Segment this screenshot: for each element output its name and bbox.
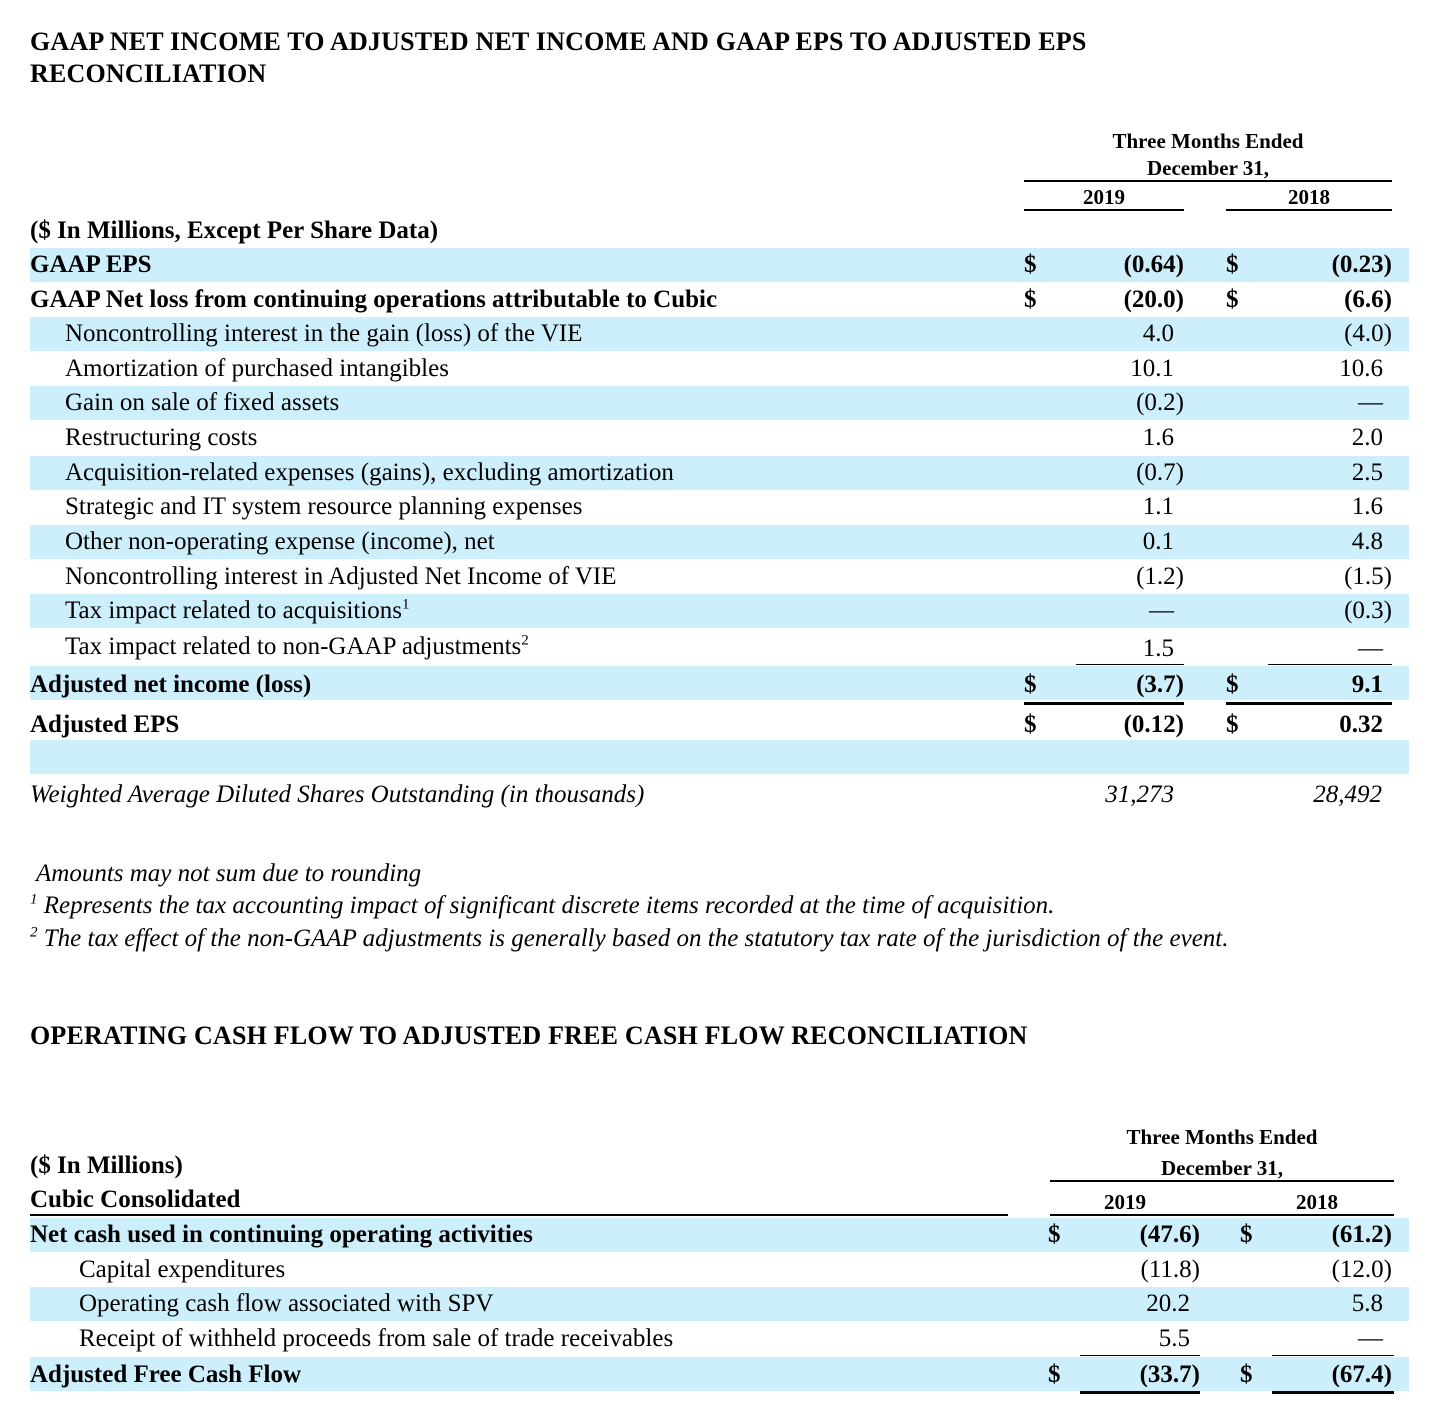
subtotal-rule-2019 <box>1080 1355 1200 1356</box>
value-2018: 2.0 <box>1351 424 1383 451</box>
currency-symbol: $ <box>1024 251 1037 278</box>
row-label: Strategic and IT system resource planning expenses <box>65 493 583 520</box>
currency-symbol: $ <box>1226 286 1239 313</box>
units-label: ($ In Millions) <box>30 1152 183 1179</box>
value-2019: (3.7) <box>1136 671 1184 698</box>
col-header-2019: 2019 <box>1083 185 1125 209</box>
footnote-marker: 2 <box>30 924 38 941</box>
value-2018: (1.5) <box>1344 563 1392 590</box>
row-label: Other non-operating expense (income), net <box>65 528 495 555</box>
row-label: Gain on sale of fixed assets <box>65 389 340 416</box>
footnote-2-text: The tax effect of the non-GAAP adjustments is generally based on the statutory tax rate of the jurisdiction of the event. <box>43 925 1229 952</box>
group-rule <box>30 1214 1008 1216</box>
value-2018: 5.8 <box>1351 1290 1383 1317</box>
value-2018: 4.8 <box>1351 528 1383 555</box>
value-2019: 1.1 <box>1142 493 1174 520</box>
period-header-line1: Three Months Ended <box>1112 129 1304 153</box>
row-label: GAAP EPS <box>30 251 152 278</box>
value-2019: — <box>1149 597 1174 624</box>
currency-symbol: $ <box>1226 711 1239 738</box>
row-band <box>30 248 1409 282</box>
row-label: Capital expenditures <box>79 1256 286 1283</box>
row-label: Noncontrolling interest in the gain (loss) of the VIE <box>65 320 583 347</box>
currency-symbol: $ <box>1226 671 1239 698</box>
currency-symbol: $ <box>1048 1361 1061 1388</box>
value-2018: 0.32 <box>1339 711 1383 738</box>
total-rule-2018 <box>1226 702 1392 705</box>
value-2019: 10.1 <box>1130 355 1174 382</box>
row-label: Operating cash flow associated with SPV <box>79 1290 494 1317</box>
value-2018: 1.6 <box>1351 493 1383 520</box>
total-rule-2019 <box>1080 1391 1200 1394</box>
value-2019: 1.5 <box>1142 635 1174 662</box>
currency-symbol: $ <box>1024 286 1037 313</box>
row-label: Adjusted net income (loss) <box>30 671 312 698</box>
currency-symbol: $ <box>1226 251 1239 278</box>
currency-symbol: $ <box>1024 711 1037 738</box>
value-2019: (0.64) <box>1123 251 1184 278</box>
currency-symbol: $ <box>1240 1361 1253 1388</box>
value-2018: (0.3) <box>1344 597 1392 624</box>
row-label: Amortization of purchased intangibles <box>65 355 449 382</box>
currency-symbol: $ <box>1048 1221 1061 1248</box>
value-2018: (12.0) <box>1331 1256 1392 1283</box>
period-header-line1: Three Months Ended <box>1126 1125 1318 1149</box>
value-2018: — <box>1358 389 1383 416</box>
row-label: Adjusted Free Cash Flow <box>30 1361 302 1388</box>
total-rule-2019 <box>1024 702 1184 705</box>
subtotal-rule-2019 <box>1076 664 1184 665</box>
row-label <box>65 594 410 628</box>
value-2019: (1.2) <box>1136 563 1184 590</box>
subtotal-rule-2018 <box>1272 1355 1394 1356</box>
value-2019: 5.5 <box>1158 1325 1190 1352</box>
col-2018-rule <box>1226 209 1392 211</box>
value-2019: 4.0 <box>1142 320 1174 347</box>
units-label: ($ In Millions, Except Per Share Data) <box>30 217 439 244</box>
row-label: Receipt of withheld proceeds from sale of trade receivables <box>79 1325 674 1352</box>
col-rule <box>1050 1214 1394 1216</box>
value-2019: 31,273 <box>1105 781 1174 808</box>
section2-title: OPERATING CASH FLOW TO ADJUSTED FREE CASH FLOW RECONCILIATION <box>30 1021 1028 1050</box>
value-2019: 0.1 <box>1142 528 1174 555</box>
col-2019-rule <box>1024 209 1184 211</box>
footnote-1-text: Represents the tax accounting impact of significant discrete items recorded at the time of acquisition. <box>43 892 1055 919</box>
period-header-line2: December 31, <box>1160 1156 1284 1180</box>
period-header-rule <box>1050 1180 1394 1182</box>
value-2019: (11.8) <box>1140 1256 1200 1283</box>
currency-symbol: $ <box>1024 671 1037 698</box>
row-label: Restructuring costs <box>65 424 258 451</box>
value-2018: (0.23) <box>1331 251 1392 278</box>
group-label: Cubic Consolidated <box>30 1186 241 1213</box>
period-header-line2: December 31, <box>1146 156 1270 180</box>
footnote-marker: 1 <box>402 596 410 613</box>
section1-title-line1: GAAP NET INCOME TO ADJUSTED NET INCOME AND GAAP EPS TO ADJUSTED EPS <box>30 27 1087 56</box>
value-2018: — <box>1358 635 1383 662</box>
value-2019: (20.0) <box>1123 286 1184 313</box>
row-label: Adjusted EPS <box>30 711 180 738</box>
value-2019: (0.7) <box>1136 459 1184 486</box>
value-2018: 10.6 <box>1339 355 1383 382</box>
col-header-2019: 2019 <box>1104 1190 1146 1214</box>
rounding-note: Amounts may not sum due to rounding <box>36 860 422 887</box>
footnote-1 <box>30 890 1054 922</box>
subtotal-rule-2018 <box>1268 664 1392 665</box>
row-label-text: Tax impact related to acquisitions <box>65 597 403 624</box>
row-label: Acquisition-related expenses (gains), excluding amortization <box>65 459 674 486</box>
currency-symbol: $ <box>1240 1221 1253 1248</box>
footnote-2 <box>30 923 1229 955</box>
total-rule-2018 <box>1272 1391 1394 1394</box>
value-2018: (6.6) <box>1344 286 1392 313</box>
value-2018: (67.4) <box>1331 1361 1392 1388</box>
row-band <box>30 740 1409 774</box>
value-2019: (0.2) <box>1136 389 1184 416</box>
col-header-2018: 2018 <box>1288 185 1330 209</box>
value-2018: (4.0) <box>1344 320 1392 347</box>
value-2018: — <box>1358 1325 1383 1352</box>
value-2019: (0.12) <box>1123 711 1184 738</box>
period-header-rule <box>1024 180 1392 182</box>
value-2018: 28,492 <box>1313 781 1382 808</box>
col-header-2018: 2018 <box>1296 1190 1338 1214</box>
value-2019: 1.6 <box>1142 424 1174 451</box>
row-label: GAAP Net loss from continuing operations attributable to Cubic <box>30 286 718 313</box>
value-2019: (33.7) <box>1139 1361 1200 1388</box>
value-2018: (61.2) <box>1331 1221 1392 1248</box>
section1-title-line2: RECONCILIATION <box>30 59 267 88</box>
value-2018: 2.5 <box>1351 459 1383 486</box>
value-2019: (47.6) <box>1139 1221 1200 1248</box>
row-label-text: Tax impact related to non-GAAP adjustments <box>65 633 522 660</box>
row-label <box>65 630 529 664</box>
footnote-marker: 1 <box>30 891 38 908</box>
row-label: Net cash used in continuing operating activities <box>30 1221 533 1248</box>
value-2019: 20.2 <box>1146 1290 1190 1317</box>
row-label: Noncontrolling interest in Adjusted Net Income of VIE <box>65 563 617 590</box>
row-label: Weighted Average Diluted Shares Outstanding (in thousands) <box>30 781 645 808</box>
value-2018: 9.1 <box>1351 671 1383 698</box>
footnote-marker: 2 <box>521 632 529 649</box>
